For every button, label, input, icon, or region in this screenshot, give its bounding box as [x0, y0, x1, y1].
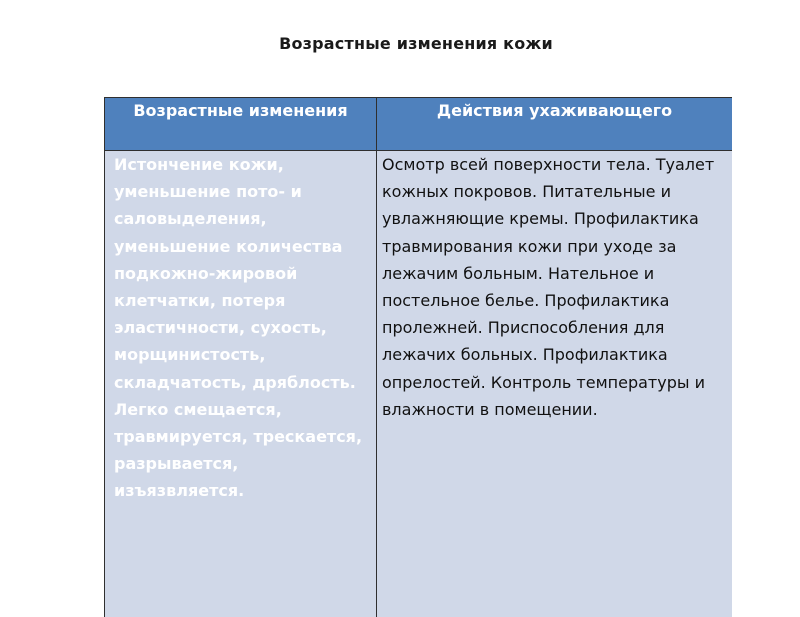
cell-age-changes: Истончение кожи, уменьшение пото- и саловыделения, уменьшение количества подкожно-жировой клетчатки, потеря эластичности, сухость, морщинистость, складчатость, дряблость. Легко смещается, травмируется, трескается, разрывается, изъязвляется. [105, 151, 377, 617]
header-age-changes: Возрастные изменения [105, 98, 377, 151]
cell-caregiver-actions: Осмотр всей поверхности тела. Туалет кожных покровов. Питательные и увлажняющие кремы. Профилактика травмирования кожи при уходе за лежачим больным. Нательное и постельное белье. Профилактика пролежней. Приспособления для лежачих больных. Профилактика опрелостей. Контроль температуры и влажности в помещении. [377, 151, 733, 617]
slide-title: Возрастные изменения кожи [0, 34, 800, 53]
header-caregiver-actions: Действия ухаживающего [377, 98, 733, 151]
skin-changes-table [104, 97, 732, 617]
table-header-row [105, 98, 733, 151]
table-container [104, 97, 732, 617]
table-row [105, 151, 733, 617]
